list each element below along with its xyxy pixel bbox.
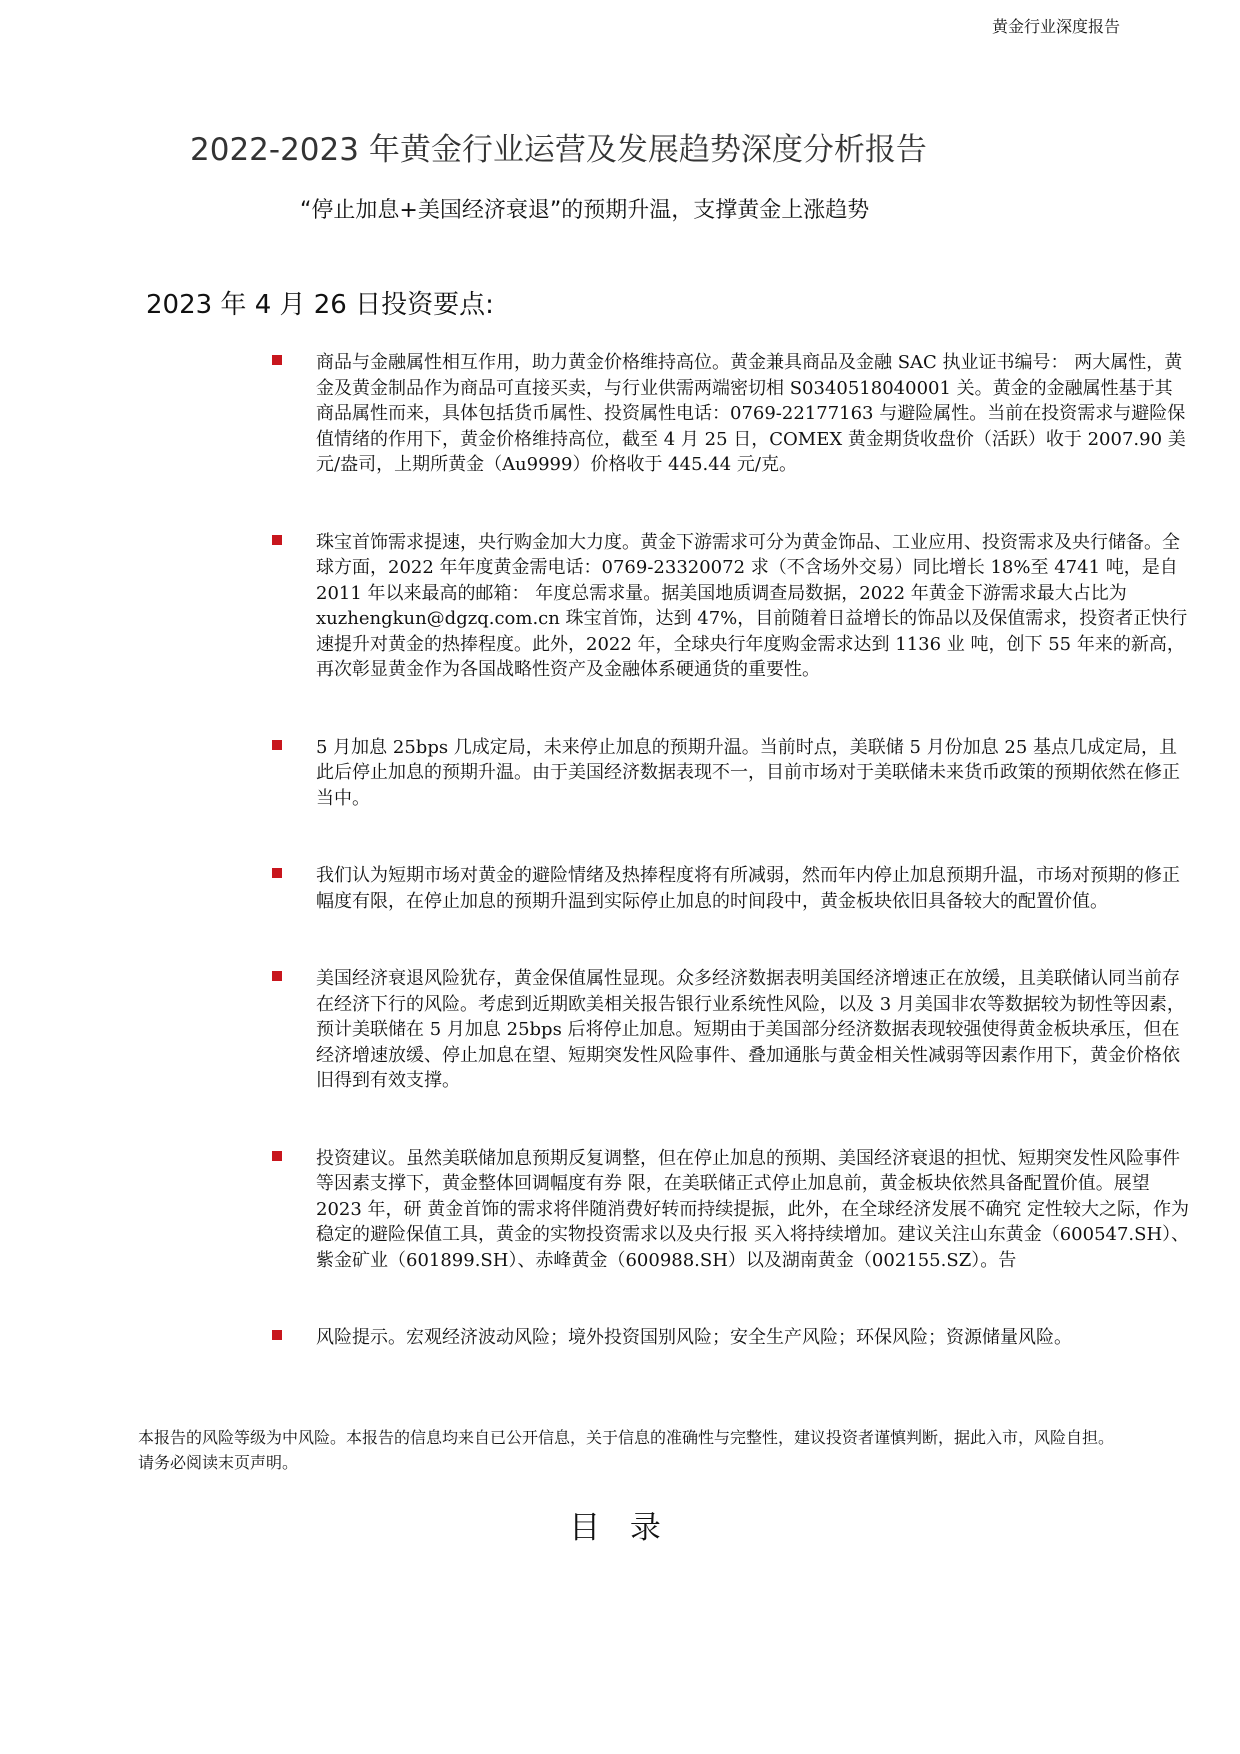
list-item [272, 1146, 1190, 1274]
risk-disclaimer [138, 1425, 1188, 1475]
bullet-marker-icon [272, 1151, 282, 1161]
list-item-text: 投资建议。虽然美联储加息预期反复调整，但在停止加息的预期、美国经济衰退的担忧、短期突发性风险事件等因素支撑下，黄金整体回调幅度有券 限，在美联储正式停止加息前，黄金板块依然具备配置价值。展望 2023 年，研 黄金首饰的需求将伴随消费好转而持续提振，此外，在全球经济发展不确究 定性较大之际，作为稳定的避险保值工具，黄金的实物投资需求以及央行报 买入将持续增加。建议关注山东黄金（600547.SH）、紫金矿业（601899.SH）、赤峰黄金（600988.SH）以及湖南黄金（002155.SZ）。告 [316, 1147, 1190, 1271]
bullet-marker-icon [272, 740, 282, 750]
bullet-marker-icon [272, 1330, 282, 1340]
bullet-marker-icon [272, 355, 282, 365]
list-item [272, 966, 1190, 1094]
list-item-text: 美国经济衰退风险犹存，黄金保值属性显现。众多经济数据表明美国经济增速正在放缓，且美联储认同当前存在经济下行的风险。考虑到近期欧美相关报告银行业系统性风险，以及 3 月美国非农等数据较为韧性等因素，预计美联储在 5 月加息 25bps 后将停止加息。短期由于美国部分经济数据表现较强使得黄金板块承压，但在经济增速放缓、停止加息在望、短期突发性风险事件、叠加通胀与黄金相关性减弱等因素作用下，黄金价格依旧得到有效支撑。 [316, 968, 1185, 1091]
list-item [272, 735, 1190, 812]
list-item [272, 350, 1190, 478]
list-item-text: 风险提示。宏观经济波动风险；境外投资国别风险；安全生产风险；环保风险；资源储量风险。 [316, 1327, 1072, 1348]
toc-heading: 目 录 [569, 1510, 671, 1546]
investment-highlights-list [272, 350, 1190, 1403]
header-report-type: 黄金行业深度报告 [991, 17, 1120, 36]
bullet-marker-icon [272, 971, 282, 981]
page-title: 2022-2023 年黄金行业运营及发展趋势深度分析报告 [190, 132, 927, 168]
list-item-text: 我们认为短期市场对黄金的避险情绪及热捧程度将有所减弱，然而年内停止加息预期升温，市场对预期的修正幅度有限，在停止加息的预期升温到实际停止加息的时间段中，黄金板块依旧具备较大的配置价值。 [316, 865, 1180, 912]
list-item [272, 1325, 1190, 1351]
date-heading: 2023 年 4 月 26 日投资要点: [146, 290, 494, 320]
disclaimer-text: 本报告的风险等级为中风险。本报告的信息均来自已公开信息，关于信息的准确性与完整性，建议投资者谨慎判断，据此入市，风险自担。 [138, 1428, 1115, 1447]
list-item-text: 珠宝首饰需求提速，央行购金加大力度。黄金下游需求可分为黄金饰品、工业应用、投资需求及央行储备。全球方面，2022 年年度黄金需电话：0769-23320072 求（不含场外交易）同比增长 18%至 4741 吨，是自 2011 年以来最高的邮箱： 年度总需求量。据美国地质调查局数据，2022 年黄金下游需求最大占比为 xuzhengkun@dgzq.com.cn 珠宝首饰，达到 47%，目前随着日益增长的饰品以及保值需求，投资者正快行 速提升对黄金的热捧程度。此外，2022 年，全球央行年度购金需求达到 1136 业 吨，创下 55 年来的新高，再次彰显黄金作为各国战略性资产及金融体系硬通货的重要性。 [316, 531, 1188, 680]
list-item-text: 商品与金融属性相互作用，助力黄金价格维持高位。黄金兼具商品及金融 SAC 执业证书编号： 两大属性，黄金及黄金制品作为商品可直接买卖，与行业供需两端密切相 S0340518040001 关。黄金的金融属性基于其商品属性而来，具体包括货币属性、投资属性电话：0769-22177163 与避险属性。当前在投资需求与避险保值情绪的作用下，黄金价格维持高位，截至 4 月 25 日，COMEX 黄金期货收盘价（活跃）收于 2007.90 美元/盎司，上期所黄金（Au9999）价格收于 445.44 元/克。 [316, 352, 1186, 475]
list-item-text: 5 月加息 25bps 几成定局，未来停止加息的预期升温。当前时点，美联储 5 月份加息 25 基点几成定局，且此后停止加息的预期升温。由于美国经济数据表现不一，目前市场对于美联储未来货币政策的预期依然在修正当中。 [316, 736, 1180, 809]
disclaimer-notice: 请务必阅读末页声明。 [138, 1453, 299, 1472]
bullet-marker-icon [272, 535, 282, 545]
list-item [272, 530, 1190, 683]
bullet-marker-icon [272, 868, 282, 878]
page-subtitle: “停止加息+美国经济衰退”的预期升温，支撑黄金上涨趋势 [300, 198, 870, 223]
list-item [272, 863, 1190, 914]
